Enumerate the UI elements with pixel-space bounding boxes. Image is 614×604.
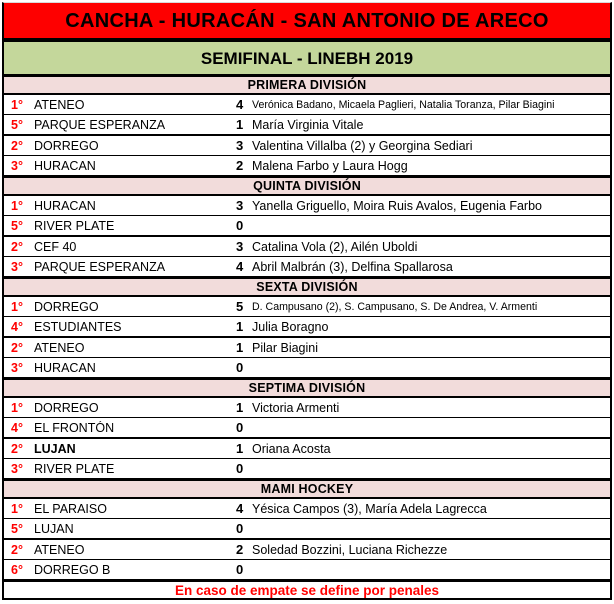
team-position: 1° — [11, 97, 23, 112]
team-result-row — [4, 155, 610, 175]
team-result-row — [4, 114, 610, 134]
team-result-row — [4, 316, 610, 336]
division-section — [4, 175, 610, 276]
team-score: 1 — [236, 340, 244, 355]
team-position: 3° — [11, 259, 23, 274]
team-result-row — [4, 458, 610, 478]
team-scorers: Oriana Acosta — [252, 441, 331, 456]
team-position: 3° — [11, 360, 23, 375]
team-name: HURACAN — [34, 198, 96, 213]
team-scorers: María Virginia Vitale — [252, 117, 364, 132]
team-scorers: D. Campusano (2), S. Campusano, S. De Andrea, V. Armenti — [252, 300, 538, 313]
team-position: 4° — [11, 319, 23, 334]
team-score: 0 — [236, 461, 244, 476]
team-name: ATENEO — [34, 542, 85, 557]
division-title: MAMI HOCKEY — [4, 478, 610, 499]
team-position: 2° — [11, 340, 23, 355]
team-name: DORREGO B — [34, 562, 111, 577]
team-name: EL PARAISO — [34, 501, 107, 516]
team-position: 3° — [11, 158, 23, 173]
team-score: 1 — [236, 400, 244, 415]
team-score: 0 — [236, 420, 244, 435]
team-score: 0 — [236, 562, 244, 577]
team-scorers: Abril Malbrán (3), Delfina Spallarosa — [252, 259, 453, 274]
division-section — [4, 377, 610, 478]
team-result-row — [4, 417, 610, 437]
division-rows — [4, 196, 610, 276]
team-name: HURACAN — [34, 360, 96, 375]
division-title: SEXTA DIVISIÓN — [4, 276, 610, 297]
team-scorers: Julia Boragno — [252, 319, 329, 334]
team-result-row — [4, 437, 610, 458]
team-scorers: Victoria Armenti — [252, 400, 340, 415]
team-scorers: Yésica Campos (3), María Adela Lagrecca — [252, 501, 487, 516]
team-name: EL FRONTÓN — [34, 420, 115, 435]
division-section — [4, 478, 610, 579]
team-position: 1° — [11, 501, 23, 516]
sections — [4, 74, 610, 579]
team-score: 3 — [236, 198, 244, 213]
team-result-row — [4, 256, 610, 276]
team-name: ESTUDIANTES — [34, 319, 122, 334]
team-position: 2° — [11, 138, 23, 153]
team-result-row — [4, 196, 610, 215]
team-name: CEF 40 — [34, 239, 77, 254]
team-scorers: Verónica Badano, Micaela Paglieri, Natalia Toranza, Pilar Biagini — [252, 98, 555, 111]
team-result-row — [4, 95, 610, 114]
team-name: DORREGO — [34, 400, 99, 415]
team-scorers: Valentina Villalba (2) y Georgina Sediari — [252, 138, 473, 153]
team-score: 5 — [236, 299, 244, 314]
team-position: 5° — [11, 521, 23, 536]
division-title: SEPTIMA DIVISIÓN — [4, 377, 610, 398]
team-result-row — [4, 538, 610, 559]
team-position: 1° — [11, 198, 23, 213]
team-result-row — [4, 357, 610, 377]
team-position: 1° — [11, 400, 23, 415]
team-score: 1 — [236, 117, 244, 132]
event-subtitle: SEMIFINAL - LINEBH 2019 — [4, 38, 610, 74]
team-score: 4 — [236, 259, 244, 274]
division-section — [4, 276, 610, 377]
team-position: 5° — [11, 117, 23, 132]
division-section — [4, 74, 610, 175]
team-name: RIVER PLATE — [34, 218, 115, 233]
division-rows — [4, 297, 610, 377]
team-result-row — [4, 559, 610, 579]
division-rows — [4, 499, 610, 579]
team-result-row — [4, 499, 610, 518]
team-position: 2° — [11, 239, 23, 254]
team-position: 2° — [11, 542, 23, 557]
team-name: PARQUE ESPERANZA — [34, 117, 166, 132]
team-score: 1 — [236, 319, 244, 334]
team-result-row — [4, 235, 610, 256]
division-title: PRIMERA DIVISIÓN — [4, 74, 610, 95]
team-scorers: Malena Farbo y Laura Hogg — [252, 158, 408, 173]
team-name: RIVER PLATE — [34, 461, 115, 476]
team-score: 3 — [236, 239, 244, 254]
team-name: PARQUE ESPERANZA — [34, 259, 166, 274]
team-position: 3° — [11, 461, 23, 476]
team-scorers: Yanella Griguello, Moira Ruis Avalos, Eugenia Farbo — [252, 198, 542, 213]
team-position: 5° — [11, 218, 23, 233]
division-rows — [4, 95, 610, 175]
team-name: HURACAN — [34, 158, 96, 173]
team-score: 0 — [236, 360, 244, 375]
team-result-row — [4, 518, 610, 538]
team-scorers: Soledad Bozzini, Luciana Richezze — [252, 542, 448, 557]
results-sheet — [2, 2, 612, 600]
division-title: QUINTA DIVISIÓN — [4, 175, 610, 196]
team-score: 4 — [236, 97, 244, 112]
team-score: 0 — [236, 218, 244, 233]
team-position: 1° — [11, 299, 23, 314]
team-position: 6° — [11, 562, 23, 577]
team-name: LUJAN — [34, 441, 76, 456]
venue-title: CANCHA - HURACÁN - SAN ANTONIO DE ARECO — [4, 3, 610, 38]
team-position: 2° — [11, 441, 23, 456]
team-name: LUJAN — [34, 521, 74, 536]
division-rows — [4, 398, 610, 478]
team-result-row — [4, 336, 610, 357]
team-scorers: Pilar Biagini — [252, 340, 319, 355]
footer-note: En caso de empate se define por penales — [4, 579, 610, 598]
team-score: 4 — [236, 501, 244, 516]
team-result-row — [4, 134, 610, 155]
team-scorers: Catalina Vola (2), Ailén Uboldi — [252, 239, 418, 254]
team-score: 3 — [236, 138, 244, 153]
team-name: DORREGO — [34, 299, 99, 314]
team-score: 2 — [236, 542, 244, 557]
team-name: ATENEO — [34, 340, 85, 355]
team-result-row — [4, 398, 610, 417]
team-score: 1 — [236, 441, 244, 456]
team-result-row — [4, 297, 610, 316]
team-name: DORREGO — [34, 138, 99, 153]
team-result-row — [4, 215, 610, 235]
team-position: 4° — [11, 420, 23, 435]
team-name: ATENEO — [34, 97, 85, 112]
team-score: 2 — [236, 158, 244, 173]
team-score: 0 — [236, 521, 244, 536]
